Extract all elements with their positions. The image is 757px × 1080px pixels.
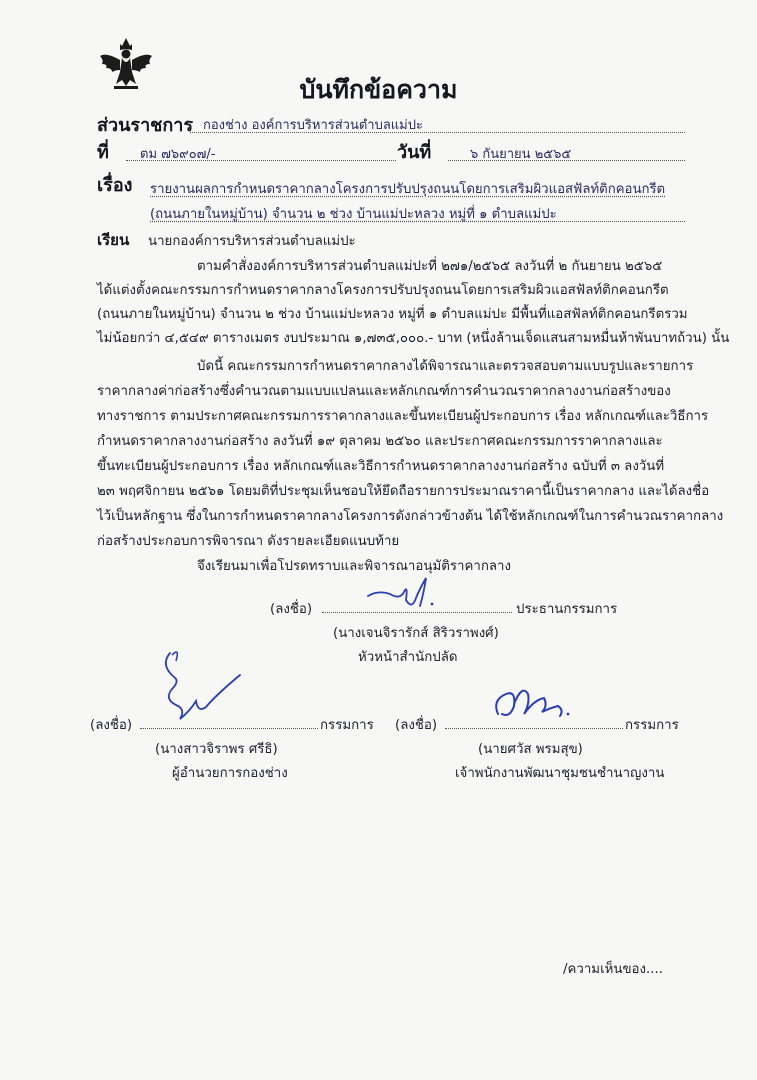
- para2-line: ราคากลางค่าก่อสร้างซึ่งคำนวณตามแบบแปลนและหลักเกณฑ์การคำนวณราคากลางงานก่อสร้างของ: [97, 384, 671, 399]
- subject-label: เรื่อง: [97, 175, 133, 196]
- dept-dotted-line: [190, 132, 685, 133]
- subject-line-2: (ถนนภายในหมู่บ้าน) จำนวน ๒ ช่วง บ้านแม่ปะหลวง หมู่ที่ ๑ ตำบลแม่ปะ: [150, 207, 557, 222]
- salutation-recipient: นายกองค์การบริหารส่วนตำบลแม่ปะ: [148, 234, 356, 249]
- member1-sign-prefix: (ลงชื่อ): [90, 718, 133, 733]
- member1-name: (นางสาวจิราพร ศรีธิ): [155, 742, 278, 757]
- date-dotted-line: [448, 160, 685, 161]
- member1-position: ผู้อำนวยการกองช่าง: [172, 766, 288, 781]
- para2-line: ๒๓ พฤศจิกายน ๒๕๖๑ โดยมติที่ประชุมเห็นชอบให้ยึดถือรายการประมาณราคานี้เป็นราคากลาง และได้ลงชื่อ: [97, 484, 710, 499]
- chair-name: (นางเจนจิรารักส์ สิริวราพงศ์): [333, 626, 499, 641]
- member2-signature-icon: [488, 680, 588, 730]
- para1-line: (ถนนภายในหมู่บ้าน) จำนวน ๒ ช่วง บ้านแม่ปะหลวง หมู่ที่ ๑ ตำบลแม่ปะ มีพื้นที่แอสฟัลท์ติกคอนกรีตรวม: [97, 307, 688, 322]
- subject-line-1: รายงานผลการกำหนดราคากลางโครงการปรับปรุงถนนโดยการเสริมผิวแอสฟัลท์ติกคอนกรีต: [150, 182, 666, 197]
- para2-line: ขึ้นทะเบียนผู้ประกอบการ เรื่อง หลักเกณฑ์และวิธีการกำหนดราคากลางงานก่อสร้าง ฉบับที่ ๓ ลงวันที่: [97, 459, 665, 474]
- closing-text: จึงเรียนมาเพื่อโปรดทราบและพิจารณาอนุมัติราคากลาง: [197, 559, 511, 574]
- para1-line: ได้แต่งตั้งคณะกรรมการกำหนดราคากลางโครงการปรับปรุงถนนโดยการเสริมผิวแอสฟัลท์ติกคอนกรีต: [97, 283, 669, 298]
- salutation-label: เรียน: [97, 231, 130, 249]
- member1-signature-icon: [150, 645, 250, 730]
- dept-label: ส่วนราชการ: [97, 115, 194, 136]
- member2-sign-prefix: (ลงชื่อ): [395, 718, 438, 733]
- continuation-note: /ความเห็นของ....: [563, 962, 663, 977]
- member2-role: กรรมการ: [625, 718, 679, 733]
- date-value: ๖ กันยายน ๒๕๖๕: [470, 147, 572, 162]
- ref-label: ที่: [97, 142, 109, 163]
- para2-line: ทางราชการ ตามประกาศคณะกรรมการราคากลางและขึ้นทะเบียนผู้ประกอบการ เรื่อง หลักเกณฑ์และวิธีการ: [97, 409, 709, 424]
- para1-line: ไม่น้อยกว่า ๔,๕๔๙ ตารางเมตร งบประมาณ ๑,๗๓๕,๐๐๐.- บาท (หนึ่งล้านเจ็ดแสนสามหมื่นห้าพันบาทถ้วน) นั้น: [97, 331, 730, 346]
- member2-position: เจ้าพนักงานพัฒนาชุมชนชำนาญงาน: [455, 766, 665, 781]
- para1-line: ตามคำสั่งองค์การบริหารส่วนตำบลแม่ปะที่ ๒๗๑/๒๕๖๕ ลงวันที่ ๒ กันยายน ๒๕๖๕: [197, 259, 663, 274]
- chair-signature-icon: [360, 570, 450, 618]
- dept-value: กองช่าง องค์การบริหารส่วนตำบลแม่ปะ: [203, 118, 423, 133]
- chair-role: ประธานกรรมการ: [516, 602, 618, 617]
- chair-position: หัวหน้าสำนักปลัด: [358, 650, 458, 665]
- chair-sign-prefix: (ลงชื่อ): [270, 602, 313, 617]
- para2-line: ก่อสร้างประกอบการพิจารณา ดังรายละเอียดแนบท้าย: [97, 534, 400, 549]
- memo-title: บันทึกข้อความ: [299, 75, 458, 104]
- ref-value: ตม ๗๖๙๐๗/-: [140, 147, 216, 162]
- date-label: วันที่: [397, 142, 432, 163]
- member2-name: (นายศวัส พรมสุข): [478, 742, 583, 757]
- subject-dotted-line: [150, 221, 685, 222]
- para2-line: ไว้เป็นหลักฐาน ซึ่งในการกำหนดราคากลางโครงการดังกล่าวข้างต้น ได้ใช้หลักเกณฑ์ในการคำนวณราคากลาง: [97, 509, 724, 524]
- member1-role: กรรมการ: [320, 718, 374, 733]
- para2-line: บัดนี้ คณะกรรมการกำหนดราคากลางได้พิจารณาและตรวจสอบตามแบบรูปและรายการ: [197, 359, 694, 374]
- ref-dotted-line: [126, 160, 396, 161]
- para2-line: กำหนดราคากลางงานก่อสร้าง ลงวันที่ ๑๙ ตุลาคม ๒๕๖๐ และประกาศคณะกรรมการราคากลางและ: [97, 434, 663, 449]
